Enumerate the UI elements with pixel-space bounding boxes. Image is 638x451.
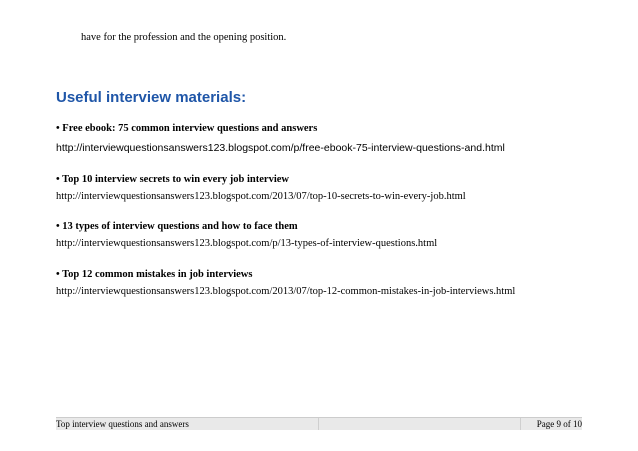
footer-document-title: Top interview questions and answers: [56, 419, 189, 429]
material-item: [56, 122, 505, 155]
material-title: • Free ebook: 75 common interview questions and answers: [56, 123, 318, 134]
material-link[interactable]: http://interviewquestionsanswers123.blogspot.com/p/13-types-of-interview-questions.html: [56, 238, 438, 249]
intro-text: have for the profession and the opening position.: [81, 32, 287, 43]
page-footer: [56, 417, 582, 430]
material-title: • 13 types of interview questions and how to face them: [56, 221, 298, 232]
material-item: [56, 268, 515, 299]
material-item: [56, 173, 466, 204]
footer-divider: [318, 418, 319, 430]
material-title: • Top 12 common mistakes in job interviews: [56, 269, 253, 280]
material-link[interactable]: http://interviewquestionsanswers123.blogspot.com/2013/07/top-12-common-mistakes-in-job-interviews.html: [56, 286, 516, 297]
material-link[interactable]: http://interviewquestionsanswers123.blogspot.com/p/free-ebook-75-interview-questions-and.html: [56, 142, 505, 154]
material-link[interactable]: http://interviewquestionsanswers123.blogspot.com/2013/07/top-10-secrets-to-win-every-job.html: [56, 191, 466, 202]
footer-page-number: Page 9 of 10: [536, 419, 582, 429]
footer-divider: [520, 418, 521, 430]
material-title: • Top 10 interview secrets to win every job interview: [56, 174, 289, 185]
section-heading: Useful interview materials:: [56, 89, 247, 106]
material-item: [56, 220, 437, 251]
